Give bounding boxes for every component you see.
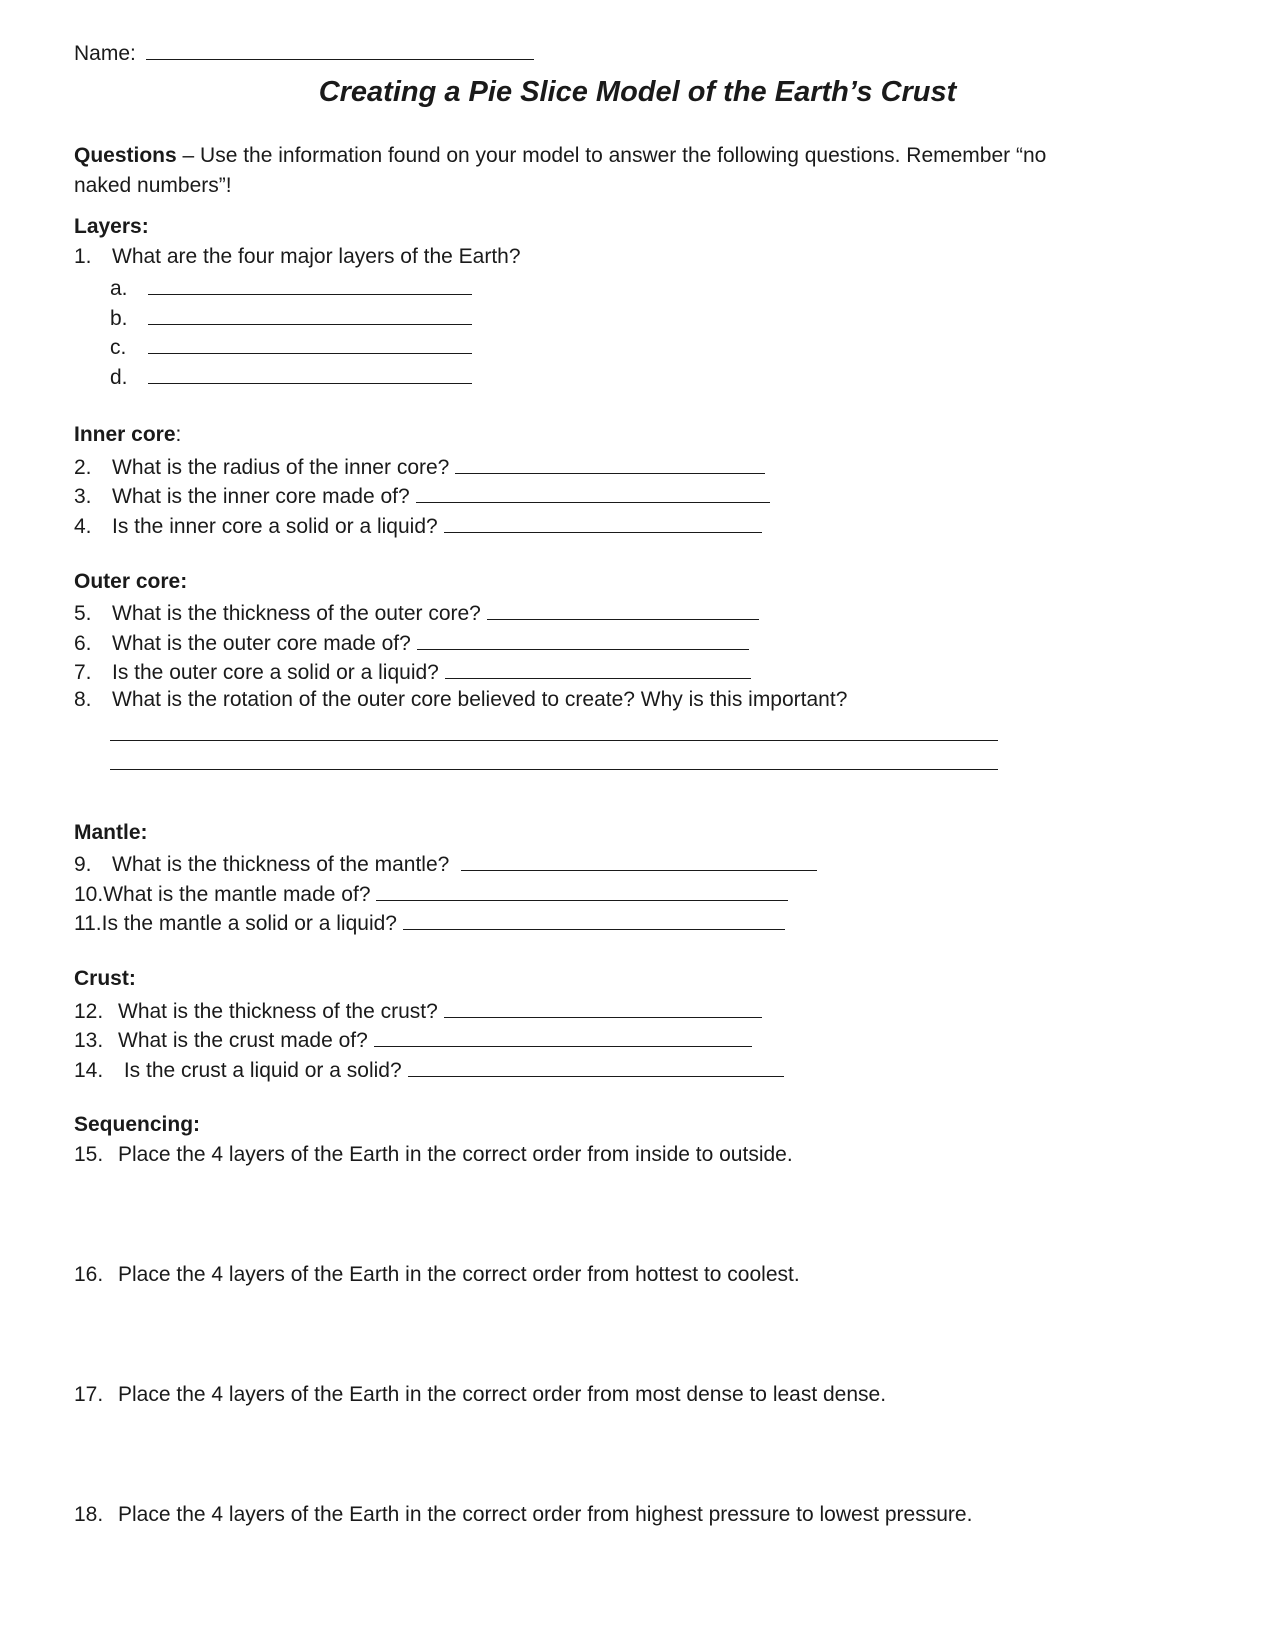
sub-label: b. — [110, 307, 128, 330]
question-number: 5. — [74, 602, 92, 625]
question-text: Is the crust a liquid or a solid? — [118, 1059, 402, 1082]
question-6 — [74, 628, 749, 657]
answer-field[interactable] — [444, 511, 762, 533]
question-15 — [74, 1142, 793, 1168]
question-number: 1. — [74, 245, 92, 268]
layer-answer-a — [110, 273, 472, 302]
name-row — [74, 38, 534, 67]
question-3 — [74, 481, 770, 510]
inner-core-heading-text: Inner core — [74, 423, 176, 446]
layer-answer-c — [110, 332, 472, 361]
question-text: What is the radius of the inner core? — [112, 456, 450, 479]
answer-field[interactable] — [148, 362, 472, 384]
sub-label: d. — [110, 366, 128, 389]
sequencing-heading: Sequencing: — [74, 1113, 201, 1136]
answer-field[interactable] — [416, 481, 770, 503]
answer-field[interactable] — [403, 908, 785, 930]
question-9 — [74, 849, 817, 878]
outer-core-heading: Outer core: — [74, 570, 188, 593]
question-5 — [74, 598, 759, 627]
question-number: 6. — [74, 632, 92, 655]
question-text: What is the thickness of the outer core? — [112, 602, 481, 625]
question-number: 13. — [74, 1029, 104, 1052]
answer-field[interactable] — [148, 273, 472, 295]
question-18 — [74, 1502, 972, 1528]
answer-field[interactable] — [148, 303, 472, 325]
question-text: What are the four major layers of the Earth? — [112, 245, 521, 268]
question-number: 11. — [74, 912, 102, 935]
question-number: 8. — [74, 688, 92, 711]
question-number: 9. — [74, 853, 92, 876]
answer-field[interactable] — [374, 1025, 752, 1047]
answer-field[interactable] — [444, 996, 762, 1018]
question-number: 16. — [74, 1263, 104, 1286]
question-14 — [74, 1055, 784, 1084]
question-4 — [74, 511, 762, 540]
answer-field[interactable] — [148, 332, 472, 354]
intro-line-1 — [74, 143, 1046, 169]
question-10 — [74, 879, 788, 908]
question-8 — [74, 687, 847, 713]
question-1 — [74, 244, 521, 270]
answer-field[interactable] — [487, 598, 759, 620]
answer-field[interactable] — [455, 452, 765, 474]
question-number: 7. — [74, 661, 92, 684]
question-text: Place the 4 layers of the Earth in the correct order from inside to outside. — [118, 1143, 793, 1166]
intro-bold: Questions — [74, 144, 177, 167]
question-7 — [74, 657, 751, 686]
question-12 — [74, 996, 762, 1025]
answer-line-8b[interactable] — [110, 769, 998, 770]
question-number: 3. — [74, 485, 92, 508]
layer-answer-d — [110, 362, 472, 391]
answer-field[interactable] — [417, 628, 749, 650]
question-text: Place the 4 layers of the Earth in the correct order from most dense to least dense. — [118, 1383, 887, 1406]
layer-answer-b — [110, 303, 472, 332]
question-text: Place the 4 layers of the Earth in the correct order from hottest to coolest. — [118, 1263, 800, 1286]
mantle-heading: Mantle: — [74, 821, 148, 844]
question-text: What is the outer core made of? — [112, 632, 411, 655]
sub-label: a. — [110, 277, 128, 300]
answer-field[interactable] — [376, 879, 788, 901]
question-text: What is the crust made of? — [118, 1029, 368, 1052]
question-text: What is the inner core made of? — [112, 485, 410, 508]
question-text: Is the inner core a solid or a liquid? — [112, 515, 438, 538]
question-13 — [74, 1025, 752, 1054]
question-number: 4. — [74, 515, 92, 538]
sub-label: c. — [110, 336, 127, 359]
question-text: Is the mantle a solid or a liquid? — [101, 912, 397, 935]
question-text: Is the outer core a solid or a liquid? — [112, 661, 439, 684]
question-number: 15. — [74, 1143, 104, 1166]
question-17 — [74, 1382, 886, 1408]
inner-core-heading — [74, 422, 181, 448]
question-text: What is the thickness of the mantle? — [112, 853, 450, 876]
question-number: 12. — [74, 1000, 104, 1023]
inner-core-colon: : — [175, 423, 182, 446]
question-2 — [74, 452, 765, 481]
name-label: Name: — [74, 42, 136, 65]
answer-field[interactable] — [461, 849, 817, 871]
question-number: 14. — [74, 1059, 104, 1082]
answer-field[interactable] — [445, 657, 751, 679]
crust-heading: Crust: — [74, 967, 136, 990]
question-text: Place the 4 layers of the Earth in the correct order from highest pressure to lowest pressure. — [118, 1503, 973, 1526]
question-number: 17. — [74, 1383, 104, 1406]
layers-heading: Layers: — [74, 215, 149, 238]
question-text: What is the mantle made of? — [103, 883, 371, 906]
question-number: 2. — [74, 456, 92, 479]
intro-text-1: – Use the information found on your model to answer the following questions. Remember “no — [176, 144, 1047, 167]
question-number: 18. — [74, 1503, 104, 1526]
name-answer-field[interactable] — [146, 38, 534, 60]
question-text: What is the thickness of the crust? — [118, 1000, 438, 1023]
question-16 — [74, 1262, 800, 1288]
intro-line-2: naked numbers”! — [74, 174, 232, 197]
answer-line-8a[interactable] — [110, 740, 998, 741]
question-number: 10. — [74, 883, 104, 906]
question-text: What is the rotation of the outer core believed to create? Why is this important? — [112, 688, 848, 711]
question-11 — [74, 908, 785, 937]
answer-field[interactable] — [408, 1055, 784, 1077]
worksheet-title: Creating a Pie Slice Model of the Earth’s Crust — [318, 76, 957, 108]
